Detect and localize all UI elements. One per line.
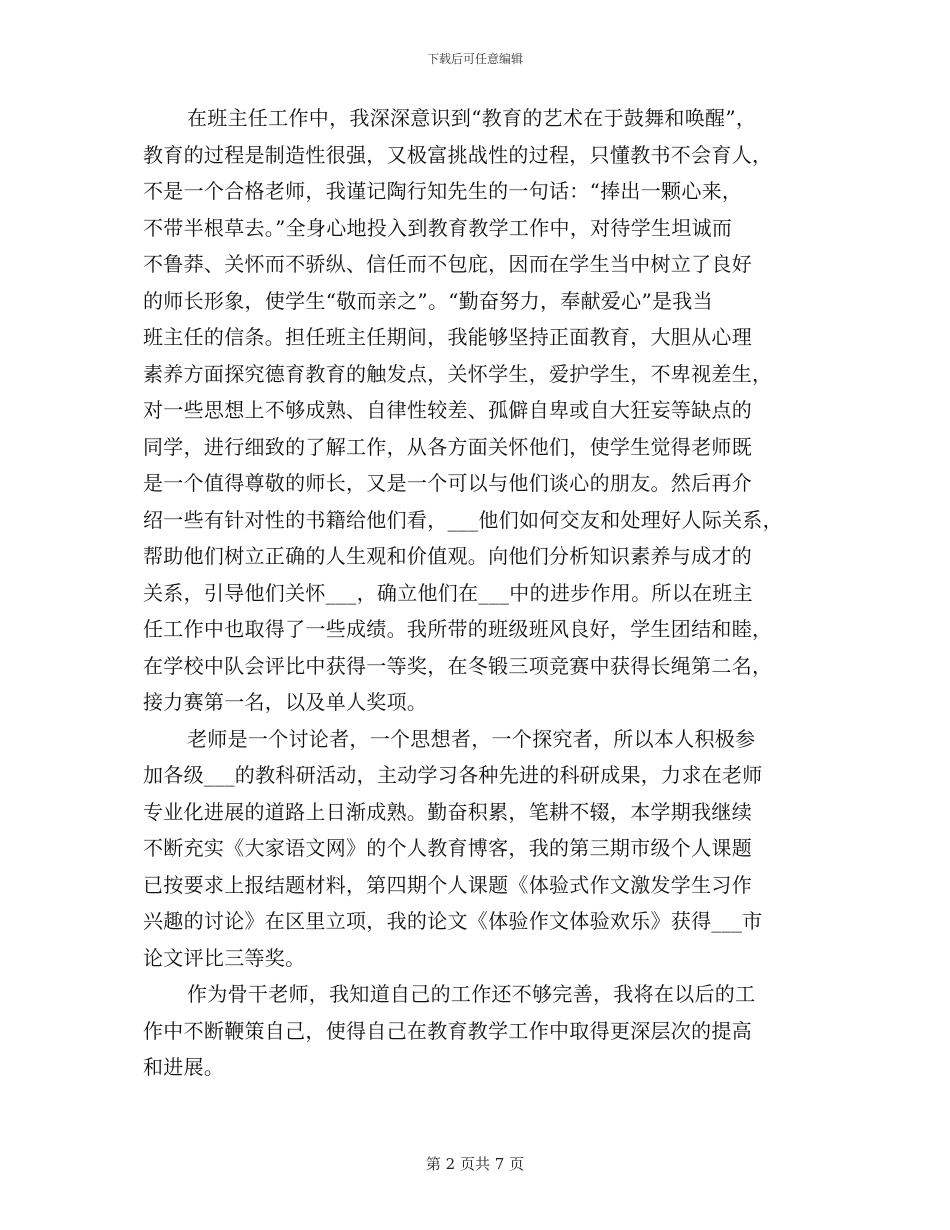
text-line: 不是一个合格老师，我谨记陶行知先生的一句话：“捧出一颗心来， bbox=[143, 179, 743, 203]
text-line: 同学，进行细致的了解工作，从各方面关怀他们，使学生觉得老师既 bbox=[143, 434, 752, 459]
text-line: 对一些思想上不够成熟、自律性较差、孤僻自卑或自大狂妄等缺点的 bbox=[143, 398, 752, 422]
text-line: 作中不断鞭策自己，使得自己在教育教学工作中取得更深层次的提高 bbox=[143, 1018, 752, 1043]
text-line: 作为骨干老师，我知道自己的工作还不够完善，我将在以后的工 bbox=[187, 982, 756, 1006]
text-line: 是一个值得尊敬的师长，又是一个可以与他们谈心的朋友。然后再介 bbox=[143, 471, 752, 495]
text-line: 和进展。 bbox=[143, 1055, 225, 1079]
text-line: 不带半根草去。”全身心地投入到教育教学工作中，对待学生坦诚而 bbox=[143, 215, 733, 240]
text-line: 帮助他们树立正确的人生观和价值观。向他们分析知识素养与成才的 bbox=[143, 544, 752, 568]
text-line: 在班主任工作中，我深深意识到“教育的艺术在于鼓舞和唤醒”， bbox=[187, 106, 757, 130]
text-line: 老师是一个讨论者，一个思想者，一个探究者，所以本人积极参 bbox=[187, 726, 756, 751]
text-line: 论文评比三等奖。 bbox=[143, 945, 306, 970]
text-line: 接力赛第一名，以及单人奖项。 bbox=[143, 690, 428, 714]
text-line: 兴趣的讨论》在区里立项，我的论文《体验作文体验欢乐》获得___市 bbox=[143, 909, 763, 933]
page-header: 下载后可任意编辑 bbox=[426, 52, 523, 66]
page-footer: 第 2 页共 7 页 bbox=[425, 1155, 525, 1173]
text-line: 素养方面探究德育教育的触发点，关怀学生，爱护学生，不卑视差生， bbox=[143, 361, 773, 386]
text-line: 的师长形象，使学生“敬而亲之”。“勤奋努力，奉献爱心”是我当 bbox=[143, 288, 713, 313]
text-line: 不鲁莽、关怀而不骄纵、信任而不包庇，因而在学生当中树立了良好 bbox=[143, 252, 752, 276]
text-line: 不断充实《大家语文网》的个人教育博客，我的第三期市级个人课题 bbox=[143, 836, 752, 860]
text-line: 已按要求上报结题材料，第四期个人课题《体验式作文激发学生习作 bbox=[143, 872, 752, 897]
text-line: 班主任的信条。担任班主任期间，我能够坚持正面教育，大胆从心理 bbox=[143, 325, 752, 349]
text-line: 任工作中也取得了一些成绩。我所带的班级班风良好，学生团结和睦， bbox=[143, 617, 773, 641]
text-line: 绍一些有针对性的书籍给他们看，___他们如何交友和处理好人际关系， bbox=[143, 507, 783, 532]
text-line: 加各级___的教科研活动，主动学习各种先进的科研成果，力求在老师 bbox=[143, 763, 763, 787]
text-line: 专业化进展的道路上日渐成熟。勤奋积累，笔耕不辍，本学期我继续 bbox=[143, 799, 752, 824]
text-line: 在学校中队会评比中获得一等奖，在冬锻三项竞赛中获得长绳第二名， bbox=[143, 653, 773, 678]
text-line: 教育的过程是制造性很强，又极富挑战性的过程，只懂教书不会育人， bbox=[143, 142, 773, 167]
text-line: 关系，引导他们关怀___，确立他们在___中的进步作用。所以在班主 bbox=[143, 580, 753, 605]
